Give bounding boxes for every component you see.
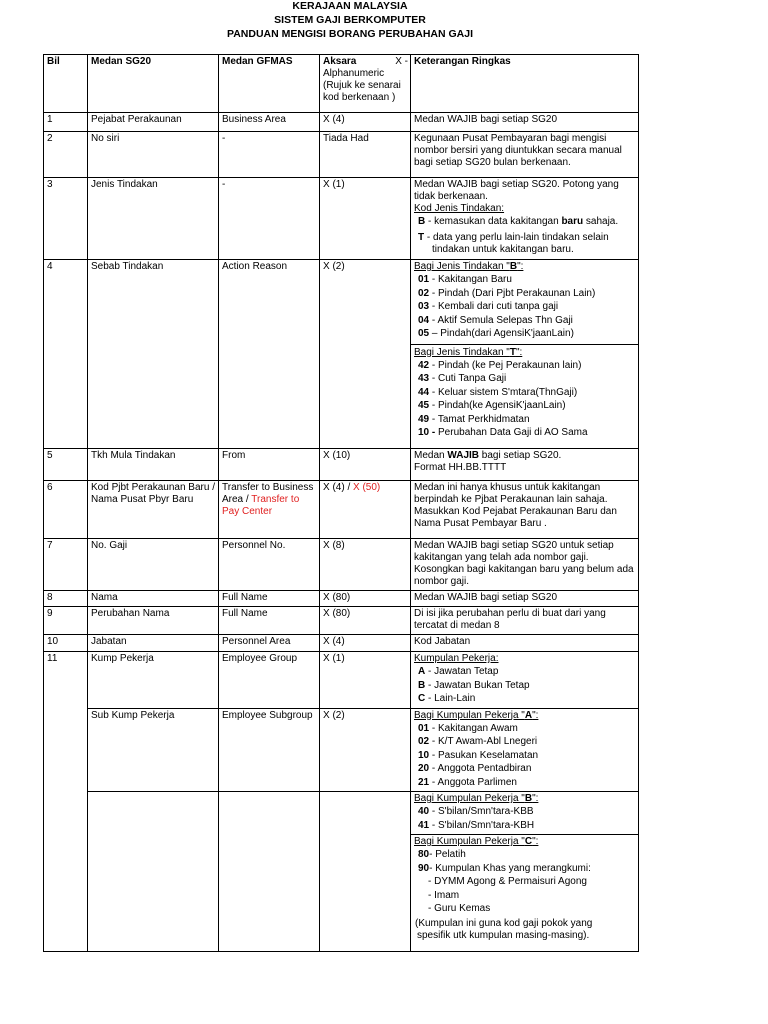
cell-keterangan: Medan WAJIB bagi setiap SG20 <box>411 591 639 607</box>
code-item <box>418 805 636 819</box>
code-item <box>418 327 638 341</box>
code-value: 05 <box>418 328 430 339</box>
code-description: - S'bilan/Smn'tara-KBB <box>429 806 534 817</box>
cell-keterangan: Kod Jabatan <box>411 635 639 652</box>
sub-group-a-pre: Bagi Kumpulan Pekerja " <box>414 709 525 721</box>
sub-group-a-title <box>414 710 636 722</box>
cell-sg20: Sebab Tindakan <box>88 260 219 449</box>
cell-sg20: Kod Pjbt Perakaunan Baru / Nama Pusat Pbyr Baru <box>88 481 219 539</box>
col-header-bil: Bil <box>44 55 88 113</box>
cell-gfmas: - <box>219 132 320 178</box>
table-header-row <box>44 55 639 113</box>
code-item <box>418 762 636 776</box>
table-row <box>44 835 639 952</box>
aksara-title: Aksara <box>323 56 357 67</box>
table-row <box>44 792 639 835</box>
cell-bil: 11 <box>44 652 88 709</box>
group-t-title-post: ": <box>515 346 523 358</box>
code-item <box>418 679 636 693</box>
cell-gfmas <box>219 792 320 835</box>
cell-gfmas: Personnel No. <box>219 539 320 591</box>
tkh-mula-format: Format HH.BB.TTTT <box>414 462 507 473</box>
cell-bil: 2 <box>44 132 88 178</box>
tkh-mula-desc <box>414 450 636 462</box>
cell-sg20: Nama <box>88 591 219 607</box>
document-title-3: PANDUAN MENGISI BORANG PERUBAHAN GAJI <box>227 28 473 40</box>
cell-aksara: X (2) <box>320 260 411 449</box>
table-row <box>44 708 639 792</box>
sub-group-b-code: B <box>524 793 533 804</box>
cell-bil: 7 <box>44 539 88 591</box>
code-item <box>418 399 638 413</box>
code-description: - Kakitangan Awam <box>429 722 518 734</box>
cell-aksara: X (80) <box>320 607 411 635</box>
cell-keterangan <box>411 708 639 792</box>
code-description: - S'bilan/Smn'tara-KBH <box>429 819 535 831</box>
cell-bil <box>44 792 88 835</box>
aksara-sub2: (Rujuk ke senarai <box>323 80 401 91</box>
aksara-sub1: Alphanumeric <box>323 68 385 79</box>
code-item <box>418 287 638 301</box>
cell-sg20 <box>88 792 219 835</box>
group-b-title-post: ": <box>517 261 524 272</box>
cell-bil: 10 <box>44 635 88 652</box>
code-t-line <box>414 231 636 245</box>
cell-aksara: X (4) <box>320 635 411 652</box>
code-value: 45 <box>418 400 430 411</box>
code-80-text: - Pelatih <box>429 849 466 860</box>
group-t-title-pre: Bagi Jenis Tindakan " <box>414 346 510 358</box>
cell-aksara: X (10) <box>320 449 411 481</box>
code-description: - Pindah(ke AgensiK'jaanLain) <box>429 400 566 411</box>
guide-table <box>43 54 639 952</box>
cell-sg20: Pejabat Perakaunan <box>88 113 219 132</box>
group-b-title-code: B <box>509 261 518 272</box>
sub-group-c-code: C <box>524 836 533 847</box>
group-b-list <box>411 273 638 341</box>
jenis-tindakan-desc: Medan WAJIB bagi setiap SG20. Potong yang tidak berkenaan. <box>414 179 619 202</box>
aksara-sub3: kod berkenaan ) <box>323 92 396 103</box>
code-value: B <box>418 679 426 691</box>
cell-aksara: X (1) <box>320 178 411 260</box>
cell-keterangan: Kegunaan Pusat Pembayaran bagi mengisi nombor bersiri yang diuntukkan secara manual bagi setiap SG20 bulan berkenaan. <box>411 132 639 178</box>
code-value: 21 <box>418 776 430 788</box>
code-value: 03 <box>418 301 430 312</box>
cell-aksara <box>320 835 411 952</box>
table-row <box>44 652 639 709</box>
code-value: 44 <box>418 386 430 398</box>
cell-keterangan: Di isi jika perubahan perlu di buat dari yang tercatat di medan 8 <box>411 607 639 635</box>
cell-aksara <box>320 481 411 539</box>
code-description: - Anggota Pentadbiran <box>429 763 532 774</box>
table-row <box>44 591 639 607</box>
code-item <box>418 426 638 440</box>
code-item <box>418 413 638 427</box>
cell-sg20: Tkh Mula Tindakan <box>88 449 219 481</box>
code-description: - Pasukan Keselamatan <box>429 749 539 761</box>
cell-gfmas <box>219 835 320 952</box>
cell-gfmas: Employee Group <box>219 652 320 709</box>
code-value: 10 - <box>418 427 436 438</box>
code-value: A <box>418 666 426 677</box>
code-b-text: - kemasukan data kakitangan <box>425 216 562 227</box>
cell-bil: 4 <box>44 260 88 449</box>
cell-bil: 5 <box>44 449 88 481</box>
code-90-member: - Guru Kemas <box>428 903 491 914</box>
tkh-desc-pre: Medan <box>414 450 448 461</box>
code-t-text2: tindakan untuk kakitangan baru. <box>432 244 574 255</box>
code-value: 40 <box>418 806 430 817</box>
code-90-text: - Kumpulan Khas yang merangkumi: <box>429 862 591 874</box>
col-header-medan-sg20: Medan SG20 <box>88 55 219 113</box>
group-t-title-code: T <box>509 346 516 358</box>
code-item <box>418 819 636 833</box>
code-80: 80 <box>418 849 430 860</box>
sub-group-c-pre: Bagi Kumpulan Pekerja " <box>414 836 525 847</box>
code-value: 42 <box>418 359 430 371</box>
code-t: T <box>418 231 425 243</box>
table-row <box>44 607 639 635</box>
code-description: – Pindah(dari AgensiK'jaanLain) <box>429 328 574 339</box>
cell-aksara: X (80) <box>320 591 411 607</box>
code-value: 01 <box>418 274 430 285</box>
cell-sg20: Sub Kump Pekerja <box>88 708 219 792</box>
code-description: - Anggota Parlimen <box>429 776 517 788</box>
col-header-medan-gfmas: Medan GFMAS <box>219 55 320 113</box>
table-row <box>44 178 639 260</box>
code-value: C <box>418 693 426 704</box>
code-value: 49 <box>418 413 430 425</box>
code-90-member: - DYMM Agong & Permaisuri Agong <box>428 876 587 887</box>
code-description: - Tamat Perkhidmatan <box>429 413 530 425</box>
code-description: - Kembali dari cuti tanpa gaji <box>429 301 559 312</box>
code-item <box>418 300 638 314</box>
code-value: 10 <box>418 749 430 761</box>
sub-group-b-pre: Bagi Kumpulan Pekerja " <box>414 793 525 804</box>
sub-group-c-title <box>414 836 636 848</box>
cell-aksara <box>320 792 411 835</box>
group-b-title <box>411 261 638 273</box>
group-t-title <box>411 344 638 359</box>
code-item <box>418 692 636 706</box>
cell-keterangan <box>411 652 639 709</box>
code-description: - Aktif Semula Selepas Thn Gaji <box>429 314 573 326</box>
cell-bil: 8 <box>44 591 88 607</box>
code-90: 90 <box>418 862 430 874</box>
code-90-line <box>414 862 636 876</box>
cell-keterangan <box>411 792 639 835</box>
cell-sg20: No. Gaji <box>88 539 219 591</box>
cell-sg20: Perubahan Nama <box>88 607 219 635</box>
code-description: Perubahan Data Gaji di AO Sama <box>435 427 588 438</box>
cell-keterangan: Medan WAJIB bagi setiap SG20 <box>411 113 639 132</box>
code-description: - Cuti Tanpa Gaji <box>429 373 507 384</box>
cell-gfmas <box>219 481 320 539</box>
note-line-1: (Kumpulan ini guna kod gaji pokok yang <box>415 917 593 929</box>
cell-sg20: Jenis Tindakan <box>88 178 219 260</box>
aksara-suffix: X - <box>395 56 408 67</box>
cell-sg20: No siri <box>88 132 219 178</box>
cell-aksara: X (8) <box>320 539 411 591</box>
kumpulan-pekerja-title: Kumpulan Pekerja: <box>414 653 499 664</box>
cell-bil: 1 <box>44 113 88 132</box>
table-row <box>44 449 639 481</box>
cell-sg20: Jabatan <box>88 635 219 652</box>
code-value: 41 <box>418 819 430 831</box>
code-value: 01 <box>418 722 430 734</box>
cell-bil: 3 <box>44 178 88 260</box>
sub-group-a-code: A <box>524 709 533 721</box>
aksara-x50: X (50) <box>353 482 381 493</box>
code-b-bold: baru <box>561 216 584 227</box>
cell-aksara: Tiada Had <box>320 132 411 178</box>
cell-gfmas: Full Name <box>219 591 320 607</box>
code-80-line <box>414 848 636 862</box>
code-item <box>418 665 636 679</box>
cell-bil: 9 <box>44 607 88 635</box>
gfmas-transfer-pay: Transfer to Pay Center <box>222 494 300 517</box>
table-row <box>44 260 639 449</box>
cell-sg20: Kump Pekerja <box>88 652 219 709</box>
cell-keterangan <box>411 449 639 481</box>
cell-keterangan <box>411 835 639 952</box>
note-line-2: spesifik utk kumpulan masing-masing). <box>417 929 590 941</box>
code-value: 43 <box>418 373 430 384</box>
code-item <box>418 749 636 763</box>
table-row <box>44 132 639 178</box>
kod-jenis-tindakan-title: Kod Jenis Tindakan: <box>414 203 505 214</box>
code-b-line <box>414 215 636 229</box>
code-item <box>418 735 636 749</box>
cell-aksara: X (4) <box>320 113 411 132</box>
sub-group-b-title <box>414 793 636 805</box>
cell-gfmas: Employee Subgroup <box>219 708 320 792</box>
cell-gfmas: Action Reason <box>219 260 320 449</box>
col-header-aksara <box>320 55 411 113</box>
cell-keterangan: Medan WAJIB bagi setiap SG20 untuk setiap kakitangan yang telah ada nombor gaji. Kosongkan bagi kakitangan baru yang belum ada nombor gaji. <box>411 539 639 591</box>
code-item <box>418 372 638 386</box>
cell-gfmas: Business Area <box>219 113 320 132</box>
code-value: 02 <box>418 736 430 747</box>
aksara-x4: X (4) / <box>323 482 354 493</box>
sub-group-b-post: ": <box>532 793 539 804</box>
cell-sg20 <box>88 835 219 952</box>
code-description: - Pindah (ke Pej Perakaunan lain) <box>429 359 582 371</box>
cell-keterangan: Medan ini hanya khusus untuk kakitangan berpindah ke Pjbat Perakaunan lain sahaja. Masukkan Kod Pejabat Perakaunan Baru dan Nama Pusat Pembayar Baru . <box>411 481 639 539</box>
cell-bil <box>44 835 88 952</box>
sub-group-c-post: ": <box>532 836 539 847</box>
col-header-keterangan: Keterangan Ringkas <box>411 55 639 113</box>
tkh-desc-bold: WAJIB <box>447 450 480 461</box>
code-b-text-post: sahaja. <box>583 216 619 227</box>
cell-bil: 6 <box>44 481 88 539</box>
cell-gfmas: Full Name <box>219 607 320 635</box>
cell-keterangan <box>411 260 639 449</box>
code-description: - Lain-Lain <box>425 693 476 704</box>
group-b-title-pre: Bagi Jenis Tindakan " <box>414 261 510 272</box>
table-row <box>44 635 639 652</box>
cell-aksara: X (2) <box>320 708 411 792</box>
code-t-text: - data yang perlu lain-lain tindakan selain <box>424 231 609 243</box>
group-t-list <box>411 359 638 440</box>
gfmas-transfer-business: Transfer to Business Area / <box>222 482 314 505</box>
code-description: - K/T Awam-Abl Lnegeri <box>429 736 538 747</box>
cell-keterangan <box>411 178 639 260</box>
table-row <box>44 481 639 539</box>
sub-group-a-list <box>414 722 636 790</box>
code-item <box>418 386 638 400</box>
code-item <box>418 314 638 328</box>
code-90-member: - Imam <box>428 889 460 901</box>
kumpulan-pekerja-list <box>414 665 636 706</box>
code-item <box>418 722 636 736</box>
tkh-desc-post: bagi setiap SG20. <box>479 450 562 461</box>
code-90-members <box>414 875 636 916</box>
code-item <box>418 776 636 790</box>
code-item <box>418 359 638 373</box>
sub-group-a-post: ": <box>532 709 539 721</box>
sub-group-b-list <box>414 805 636 832</box>
code-description: - Keluar sistem S'mtara(ThnGaji) <box>429 386 578 398</box>
code-value: 20 <box>418 763 430 774</box>
code-description: - Kakitangan Baru <box>429 274 512 285</box>
document-title-2: SISTEM GAJI BERKOMPUTER <box>274 14 426 26</box>
document-title-1: KERAJAAN MALAYSIA <box>292 0 408 12</box>
code-description: - Jawatan Tetap <box>425 666 499 677</box>
cell-aksara: X (1) <box>320 652 411 709</box>
cell-bil <box>44 708 88 792</box>
code-item <box>418 273 638 287</box>
code-b: B <box>418 216 426 227</box>
cell-gfmas: Personnel Area <box>219 635 320 652</box>
cell-gfmas: From <box>219 449 320 481</box>
table-row <box>44 539 639 591</box>
code-value: 04 <box>418 314 430 326</box>
code-description: - Jawatan Bukan Tetap <box>425 679 530 691</box>
cell-gfmas: - <box>219 178 320 260</box>
code-description: - Pindah (Dari Pjbt Perakaunan Lain) <box>429 287 596 299</box>
table-row <box>44 113 639 132</box>
code-value: 02 <box>418 287 430 299</box>
